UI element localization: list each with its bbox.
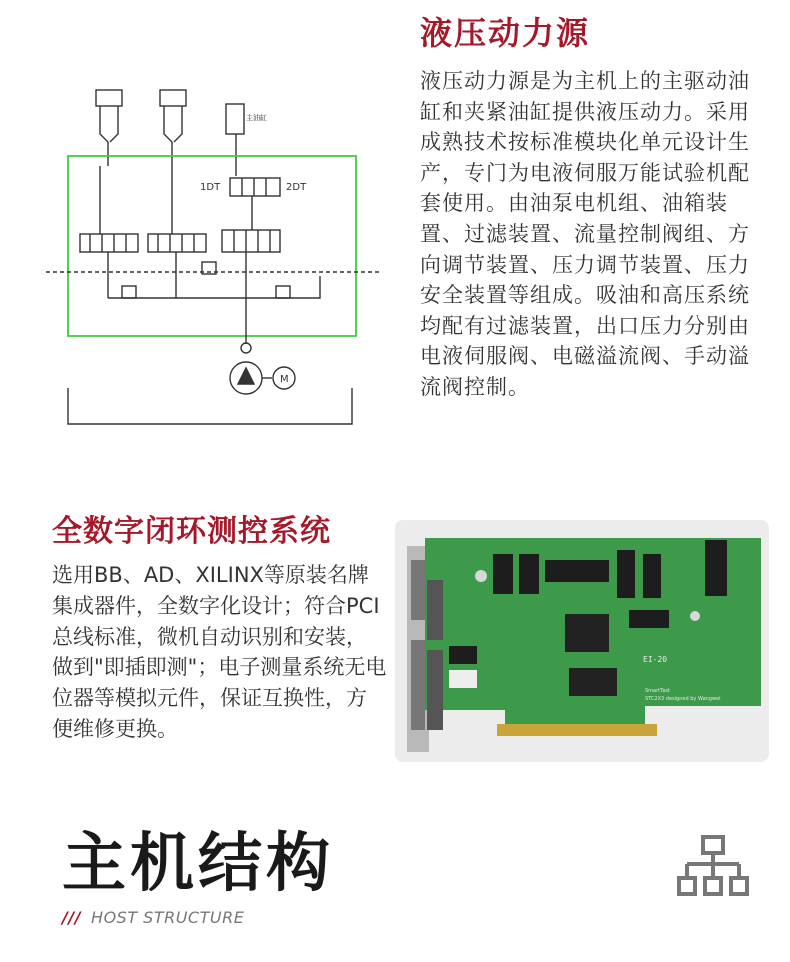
control-title: 全数字闭环测控系统 <box>52 514 331 549</box>
main-cylinder-label: 主油缸 <box>246 114 267 122</box>
control-description: 选用BB、AD、XILINX等原装名牌集成器件，全数字化设计；符合PCI总线标准，微机自动识别和安装，做到"即插即测"；电子测量系统无电位器等模拟元件，保证互换性，方便维修更换。 <box>52 563 387 741</box>
decorative-bars: /// <box>62 908 82 927</box>
pcb-photo <box>395 520 769 762</box>
pcb-board-illustration <box>395 520 769 762</box>
hydraulic-title: 液压动力源 <box>420 14 591 52</box>
structure-subtitle: HOST STRUCTURE <box>91 908 245 927</box>
hydraulic-description: 液压动力源是为主机上的主驱动油缸和夹紧油缸提供液压动力。采用成熟技术按标准模块化单元设计生产，专门为电液伺服万能试验机配套使用。由油泵电机组、油箱装置、过滤装置、流量控制阀组、方向调节装置、压力调节装置、压力安全装置等组成。吸油和高压系统均配有过滤装置，出口压力分别由电液伺服阀、电磁溢流阀、手动溢流阀控制。 <box>420 69 750 399</box>
motor-label: M <box>280 374 289 385</box>
valve-2dt-label: 2DT <box>286 182 307 193</box>
org-chart-icon <box>677 834 749 898</box>
structure-title: 主机结构 <box>62 827 334 901</box>
valve-1dt-label: 1DT <box>200 182 221 193</box>
pcb-maker: SmartTest <box>645 688 670 694</box>
pcb-board-id: EI-20 <box>643 655 668 664</box>
structure-subtitle-row <box>62 908 244 927</box>
hydraulic-schematic <box>40 76 392 436</box>
pcb-credit: STC2X3 designed by Wangwei <box>645 696 721 702</box>
